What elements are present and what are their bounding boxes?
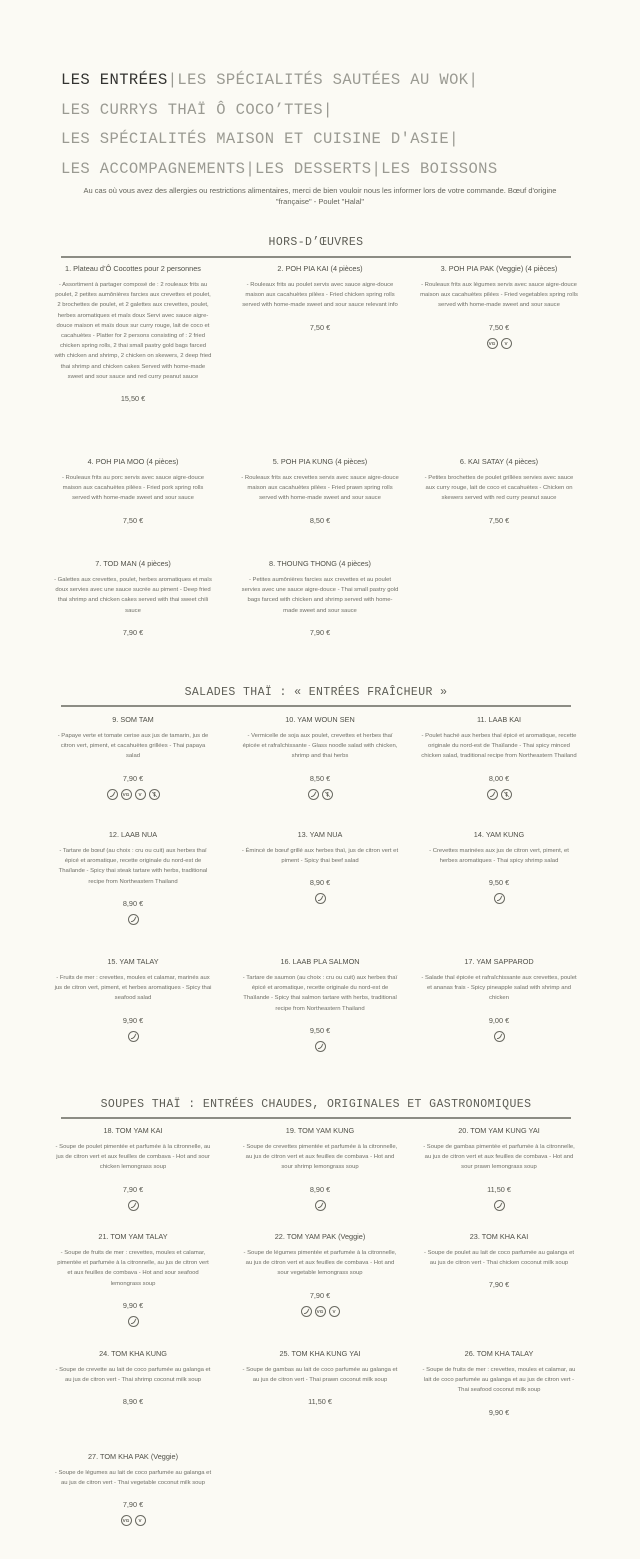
- nav-separator: |: [449, 130, 459, 148]
- gluten-free-icon: [322, 789, 333, 800]
- item-name: 7. TOD MAN (4 pièces): [95, 559, 171, 568]
- item-name: 15. YAM TALAY: [107, 957, 159, 966]
- nav-line-1: [61, 66, 601, 96]
- item-name: 13. YAM NUA: [297, 830, 343, 839]
- spicy-chili-icon: [315, 893, 326, 904]
- spicy-chili-icon: [128, 1200, 139, 1211]
- item-price: 8,90 €: [122, 1397, 144, 1407]
- item-description: - Soupe de fruits de mer : crevettes, moules et calamar, au lait de coco parfumée au galanga et au jus de citron vert - Thai seafood coconut milk soup: [422, 1367, 576, 1394]
- spicy-chili-icon: [128, 1031, 139, 1042]
- spicy-chili-icon: [107, 789, 118, 800]
- nav-link-wok[interactable]: LES SPÉCIALITÉS SAUTÉES AU WOK: [177, 71, 469, 89]
- vegan-icon: VG: [121, 1515, 132, 1526]
- item-description: - Rouleaux frits au poulet servis avec sauce aigre-douce maison aux cacahuètes pilées - Fried chicken spring rolls served with home-made sweet and sour sauce relevant info: [242, 282, 398, 309]
- item-price: 7,90 €: [488, 1280, 510, 1290]
- item-name: 2. POH PIA KAI (4 pièces): [277, 264, 363, 273]
- item-price: 9,50 €: [309, 1025, 331, 1035]
- allergy-notice: Au cas où vous avez des allergies ou restrictions alimentaires, merci de bien vouloir nous les informer lors de votre commande. Bœuf d'origine "française" - Poulet "Halal": [83, 186, 557, 206]
- section-divider: [61, 1117, 571, 1119]
- diet-badges: [54, 914, 212, 925]
- item-description: - Tartare de bœuf (au choix : cru ou cuit) aux herbes thaï épicé et aromatique, recette originale du nord-est de Thaïlande - Spicy thai steak tartare with herbs, traditional recipe from Northeastern Thailand: [58, 848, 208, 885]
- item-name: 6. KAI SATAY (4 pièces): [459, 457, 539, 466]
- item-name: 17. YAM SAPPAROD: [464, 957, 534, 966]
- spicy-chili-icon: [128, 1316, 139, 1327]
- vegetarian-icon: V: [501, 338, 512, 349]
- item-price: 7,50 €: [488, 515, 510, 525]
- item-price: 7,50 €: [122, 515, 144, 525]
- item-name: 8. THOUNG THONG (4 pièces): [269, 559, 371, 568]
- menu-item: [241, 957, 399, 1052]
- menu-item: [54, 957, 212, 1042]
- item-description: - Petites aumônières farcies aux crevettes et au poulet servies avec une sauce aigre-douce - Thai small pastry gold bags farced with chicken and shrimp served with home-made sweet and sour sauce: [241, 577, 399, 614]
- item-name: 27. TOM KHA PAK (Veggie): [87, 1452, 179, 1461]
- menu-item: [54, 1232, 212, 1327]
- item-description: - Soupe de gambas au lait de coco parfumée au galanga et au jus de citron vert - Thai prawn coconut milk soup: [242, 1367, 398, 1384]
- diet-badges: [54, 1316, 212, 1327]
- item-description: - Galettes aux crevettes, poulet, herbes aromatiques et maïs doux servies avec une sauce sucrée au piment - Deep fried thai shrimp and chicken cakes served with thai sweet chili sauce: [54, 577, 212, 614]
- spicy-chili-icon: [494, 1031, 505, 1042]
- menu-item: [241, 457, 399, 525]
- spicy-chili-icon: [494, 893, 505, 904]
- item-description: - Rouleaux frits aux légumes servis avec sauce aigre-douce maison aux cacahuètes pilées - Fried vegetables spring rolls served with home-made sweet and sour sauce: [420, 282, 578, 309]
- nav-link-desserts[interactable]: LES DESSERTS: [255, 159, 372, 178]
- vegan-icon: VG: [487, 338, 498, 349]
- item-price: 7,50 €: [488, 322, 510, 332]
- item-price: 11,50 €: [487, 1184, 511, 1194]
- item-description: - Salade thaï épicée et rafraîchissante aux crevettes, poulet et ananas frais - Spicy pineapple salad with shrimp and chicken: [421, 975, 577, 1002]
- vegetarian-icon: V: [329, 1306, 340, 1317]
- nav-link-accompagnements[interactable]: LES ACCOMPAGNEMENTS: [61, 159, 246, 178]
- vegetarian-icon: V: [135, 1515, 146, 1526]
- spicy-chili-icon: [494, 1200, 505, 1211]
- item-price: 8,90 €: [309, 1184, 331, 1194]
- spicy-chili-icon: [315, 1041, 326, 1052]
- section-title-hors-doeuvres: HORS-D’ŒUVRES: [268, 236, 364, 249]
- item-name: 23. TOM KHA KAI: [469, 1232, 529, 1241]
- diet-badges: [54, 1031, 212, 1042]
- diet-badges: [420, 338, 578, 349]
- item-name: 25. TOM KHA KUNG YAI: [279, 1349, 361, 1358]
- menu-item: [241, 715, 399, 800]
- diet-badges: [241, 789, 399, 800]
- diet-badges: [241, 893, 399, 904]
- menu-item: [241, 830, 399, 904]
- item-name: 26. TOM KHA TALAY: [464, 1349, 534, 1358]
- menu-item: [54, 1452, 212, 1526]
- item-description: - Petites brochettes de poulet grillées servies avec sauce aux curry rouge, lait de coco et cacahuètes - Chicken on skewers served with red curry peanut sauce: [424, 475, 574, 502]
- spicy-chili-icon: [128, 914, 139, 925]
- item-description: - Fruits de mer : crevettes, moules et calamar, marinés aux jus de citron vert, piment, et herbes aromatiques - Spicy thai seafood salad: [54, 975, 212, 1002]
- nav-line-3: [61, 125, 601, 155]
- nav-separator: |: [468, 71, 479, 89]
- diet-badges: [420, 789, 578, 800]
- spicy-chili-icon: [301, 1306, 312, 1317]
- item-name: 18. TOM YAM KAI: [103, 1126, 163, 1135]
- item-price: 7,90 €: [122, 773, 144, 783]
- item-name: 10. YAM WOUN SEN: [285, 715, 355, 724]
- diet-badges: [241, 1200, 399, 1211]
- item-price: 9,90 €: [122, 1300, 144, 1310]
- vegetarian-icon: V: [135, 789, 146, 800]
- nav-link-specialites-maison[interactable]: LES SPÉCIALITÉS MAISON ET CUISINE D'ASIE: [61, 130, 450, 148]
- diet-badges: [420, 893, 578, 904]
- menu-item: [54, 457, 212, 525]
- item-description: - Crevettes marinées aux jus de citron vert, piment, et herbes aromatiques - Thai spicy shrimp salad: [429, 848, 569, 865]
- item-description: - Poulet haché aux herbes thaï épicé et aromatique, recette originale du nord-est de Thaïlande - Thai spicy minced chicken salad, traditional recipe from Northeastern Thailand: [421, 733, 577, 760]
- item-description: - Assortiment à partager composé de : 2 rouleaux frits au poulet, 2 petites aumônières farcies aux crevettes et poulet, 2 brochettes de poulet, et 2 galettes aux crevettes, poulet, herbes aromatiques et maïs doux Servi avec sauce aigre-douce maison et maïs doux sur curry rouge, lait de coco et cacahuètes - Platter for 2 persons consisting of : 2 fried chicken spring rolls, 2 thai small pastry gold bags farced with chicken and shrimp, 2 chicken on skewers, 2 deep fried thai shrimp and chicken cakes Served with home-made sweet and sour sauce and red curry peanut sauce: [54, 282, 212, 380]
- section-title-soupes: SOUPES THAÏ : ENTRÉES CHAUDES, ORIGINALES ET GASTRONOMIQUES: [100, 1098, 532, 1111]
- item-name: 21. TOM YAM TALAY: [98, 1232, 168, 1241]
- item-description: - Soupe de gambas pimentée et parfumée à la citronnelle, au jus de citron vert et aux feuilles de combava - Hot and sour prawn lemongrass soup: [423, 1144, 575, 1171]
- item-price: 11,50 €: [308, 1397, 332, 1407]
- item-name: 5. POH PIA KUNG (4 pièces): [272, 457, 368, 466]
- item-name: 22. TOM YAM PAK (Veggie): [274, 1232, 366, 1241]
- menu-item: [241, 1126, 399, 1211]
- item-price: 7,90 €: [309, 627, 331, 637]
- item-price: 9,90 €: [488, 1407, 510, 1417]
- nav-link-entrees[interactable]: LES ENTRÉES: [61, 71, 168, 89]
- gluten-free-icon: [149, 789, 160, 800]
- nav-link-boissons[interactable]: LES BOISSONS: [381, 159, 498, 178]
- menu-item: [241, 559, 399, 637]
- section-title-salades: SALADES THAÏ : « ENTRÉES FRAÎCHEUR »: [184, 686, 448, 699]
- diet-badges: [420, 1031, 578, 1042]
- menu-item: [54, 715, 212, 800]
- item-name: 16. LAAB PLA SALMON: [280, 957, 360, 966]
- item-price: 8,90 €: [309, 878, 331, 888]
- item-price: 9,90 €: [122, 1015, 144, 1025]
- item-price: 7,50 €: [309, 322, 331, 332]
- spicy-chili-icon: [315, 1200, 326, 1211]
- item-price: 7,90 €: [122, 627, 144, 637]
- nav-line-2: [61, 96, 601, 126]
- item-name: 14. YAM KUNG: [473, 830, 525, 839]
- nav-separator: |: [167, 71, 178, 89]
- menu-item: [54, 1126, 212, 1211]
- category-nav: [61, 66, 601, 184]
- item-description: - Soupe de crevette au lait de coco parfumée au galanga et au jus de citron vert - Thai shrimp coconut milk soup: [55, 1367, 211, 1384]
- diet-badges: [54, 789, 212, 800]
- item-price: 9,00 €: [488, 1015, 510, 1025]
- spicy-chili-icon: [308, 789, 319, 800]
- item-price: 9,50 €: [488, 878, 510, 888]
- item-price: 8,50 €: [309, 773, 331, 783]
- diet-badges: [241, 1306, 399, 1317]
- nav-separator: |: [245, 159, 256, 178]
- item-description: - Soupe de fruits de mer : crevettes, moules et calamar, pimentée et parfumée à la citronnelle, au jus de citron vert et aux feuilles de combava - Hot and sour seafood lemongrass soup: [57, 1250, 209, 1287]
- menu-item: [54, 1349, 212, 1406]
- item-price: 8,00 €: [488, 773, 510, 783]
- menu-item: [241, 1349, 399, 1406]
- item-name: 3. POH PIA PAK (Veggie) (4 pièces): [440, 264, 558, 273]
- item-name: 12. LAAB NUA: [108, 830, 158, 839]
- diet-badges: [241, 1041, 399, 1052]
- menu-item: [420, 457, 578, 525]
- item-name: 19. TOM YAM KUNG: [285, 1126, 355, 1135]
- menu-item: [54, 559, 212, 637]
- item-description: - Émincé de bœuf grillé aux herbes thaï, jus de citron vert et piment - Spicy thai beef salad: [241, 848, 399, 865]
- item-price: 15,50 €: [120, 394, 146, 404]
- item-name: 9. SOM TAM: [112, 715, 154, 724]
- item-name: 1. Plateau d’Ô Cocottes pour 2 personnes: [65, 264, 201, 273]
- menu-item: [420, 1349, 578, 1417]
- menu-item: [420, 1126, 578, 1211]
- item-description: - Soupe de poulet pimentée et parfumée à la citronnelle, au jus de citron vert et aux feuilles de combava - Hot and sour chicken lemongrass soup: [55, 1144, 211, 1171]
- menu-item: [241, 1232, 399, 1317]
- menu-item: [420, 264, 578, 349]
- item-price: 7,90 €: [122, 1184, 144, 1194]
- menu-item: [241, 264, 399, 332]
- item-price: 7,90 €: [309, 1290, 331, 1300]
- item-name: 11. LAAB KAI: [476, 715, 522, 724]
- vegan-icon: VG: [121, 789, 132, 800]
- item-description: - Rouleaux frits au porc servis avec sauce aigre-douce maison aux cacahuètes pilées - Fried pork spring rolls served with home-made sweet and sour sauce: [61, 475, 205, 502]
- item-description: - Soupe de légumes pimentée et parfumée à la citronnelle, au jus de citron vert et aux feuilles de combava - Hot and sour vegetable lemongrass soup: [243, 1250, 397, 1277]
- menu-item: [420, 1232, 578, 1289]
- nav-line-4: [61, 155, 601, 185]
- item-name: 4. POH PIA MOO (4 pièces): [87, 457, 179, 466]
- item-price: 8,50 €: [309, 515, 331, 525]
- item-description: - Rouleaux frits aux crevettes servis avec sauce aigre-douce maison aux cacahuètes pilées - Fried prawn spring rolls served with home-made sweet and sour sauce: [241, 475, 399, 502]
- item-name: 24. TOM KHA KUNG: [99, 1349, 167, 1358]
- nav-separator: |: [322, 100, 333, 119]
- item-description: - Soupe de légumes au lait de coco parfumée au galanga et au jus de citron vert - Thai vegetable coconut milk soup: [54, 1470, 212, 1487]
- nav-link-currys[interactable]: LES CURRYS THAÏ Ô COCO’TTES: [61, 100, 323, 119]
- item-description: - Papaye verte et tomate cerise aux jus de tamarin, jus de citron vert, piment, et cacahuètes grillées - Thai papaya salad: [57, 733, 209, 760]
- diet-badges: [420, 1200, 578, 1211]
- item-description: - Tartare de saumon (au choix : cru ou cuit) aux herbes thaï épicé et aromatique, recette originale du nord-est de Thaïlande - Spicy thai salmon tartare with herbs, traditional recipe from Northeastern Thailand: [242, 975, 398, 1012]
- item-price: 8,90 €: [122, 898, 144, 908]
- menu-item: [54, 830, 212, 925]
- item-price: 7,90 €: [122, 1500, 144, 1510]
- section-divider: [61, 256, 571, 258]
- menu-item: [420, 957, 578, 1042]
- item-description: - Soupe de poulet au lait de coco parfumée au galanga et au jus de citron vert - Thai chicken coconut milk soup: [424, 1250, 574, 1267]
- section-divider: [61, 705, 571, 707]
- menu-item: [54, 264, 212, 403]
- menu-item: [420, 715, 578, 800]
- item-description: - Vermicelle de soja aux poulet, crevettes et herbes thaï épicée et rafraîchissante - Glass noodle salad with chicken, shrimp and thai herbs: [242, 733, 398, 760]
- nav-separator: |: [371, 159, 382, 178]
- item-name: 20. TOM YAM KUNG YAI: [458, 1126, 540, 1135]
- item-description: - Soupe de crevettes pimentée et parfumée à la citronnelle, au jus de citron vert et aux feuilles de combava - Hot and sour shrimp lemongrass soup: [242, 1144, 398, 1171]
- spicy-chili-icon: [487, 789, 498, 800]
- vegan-icon: VG: [315, 1306, 326, 1317]
- menu-item: [420, 830, 578, 904]
- diet-badges: [54, 1200, 212, 1211]
- diet-badges: [54, 1515, 212, 1526]
- gluten-free-icon: [501, 789, 512, 800]
